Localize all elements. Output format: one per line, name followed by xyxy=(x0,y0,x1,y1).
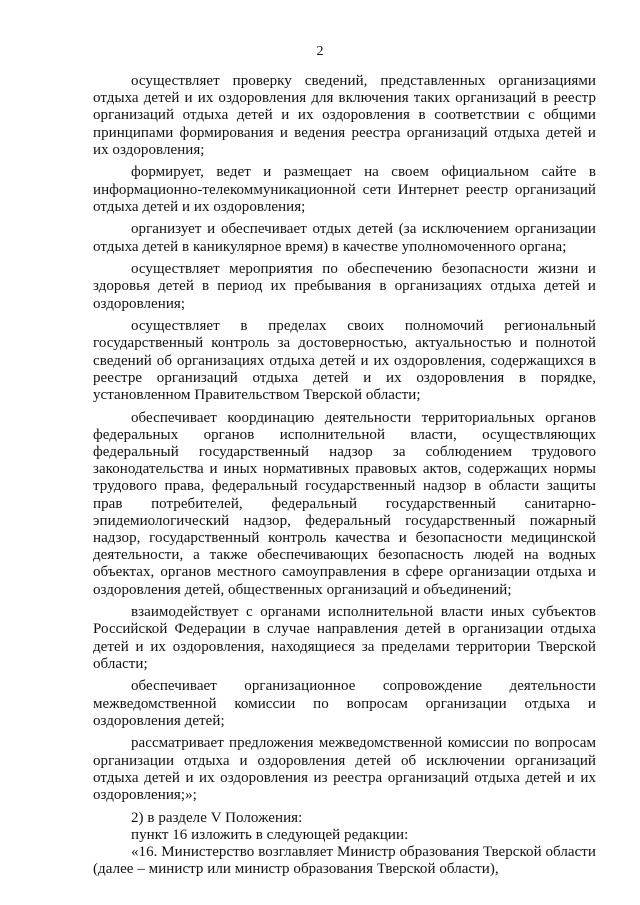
paragraph-point-16-intro: пункт 16 изложить в следующей редакции: xyxy=(131,826,409,843)
paragraph-point-16-text: «16. Министерство возглавляет Министр образования Тверской области (далее – министр или министр образования Тверской области), xyxy=(93,844,596,878)
paragraph-organizes-rest: организует и обеспечивает отдых детей (за исключением организации отдыха детей в каникулярное время) в качестве уполномоченного органа; xyxy=(93,221,596,255)
paragraph-interaction: взаимодействует с органами исполнительной власти иных субъектов Российской Федерации в случае направления детей в организации отдыха детей и их оздоровления, находящиеся за пределами территории Тверской области; xyxy=(93,604,596,672)
paragraph-safety-measures: осуществляет мероприятия по обеспечению безопасности жизни и здоровья детей в период их пребывания в организациях отдыха детей и оздоровления; xyxy=(93,261,596,312)
paragraph-registry-publishing: формирует, ведет и размещает на своем официальном сайте в информационно-телекоммуникационной сети Интернет реестр организаций отдыха детей и их оздоровления; xyxy=(93,164,596,215)
page-number: 2 xyxy=(316,44,324,59)
document-body xyxy=(93,73,596,878)
paragraph-section-v: 2) в разделе V Положения: xyxy=(131,809,303,826)
paragraph-regional-control: осуществляет в пределах своих полномочий региональный государственный контроль за достоверностью, актуальностью и полнотой сведений об организациях отдыха детей и их оздоровления, содержащихся в реестре организаций отдыха детей и их оздоровления в порядке, установленном Правительством Тверской области; xyxy=(93,318,596,404)
paragraph-commission-support: обеспечивает организационное сопровождение деятельности межведомственной комиссии по вопросам организации отдыха и оздоровления детей; xyxy=(93,678,596,729)
paragraph-verification: осуществляет проверку сведений, представленных организациями отдыха детей и их оздоровления для включения таких организаций в реестр организаций отдыха детей и их оздоровления в соответствии с общими принципами формирования и ведения реестра организаций отдыха детей и их оздоровления; xyxy=(93,73,596,158)
paragraph-commission-proposals: рассматривает предложения межведомственной комиссии по вопросам организации отдыха и оздоровления детей об исключении организаций отдыха детей и их оздоровления из реестра организаций отдыха детей и их оздоровления;»; xyxy=(93,735,596,804)
paragraph-coordination: обеспечивает координацию деятельности территориальных органов федеральных органов исполнительной власти, осуществляющих федеральный государственный надзор за соблюдением трудового законодательства и иных нормативных правовых актов, содержащих нормы трудового права, федеральный государственный надзор в области защиты прав потребителей, федеральный государственный санитарно-эпидемиологический надзор, федеральный государственный пожарный надзор, государственный контроль качества и безопасности медицинской деятельности, а также обеспечивающих безопасность людей на водных объектах, органов местного самоуправления в сфере организации отдыха и оздоровления детей, общественных организаций и объединений; xyxy=(93,409,596,598)
